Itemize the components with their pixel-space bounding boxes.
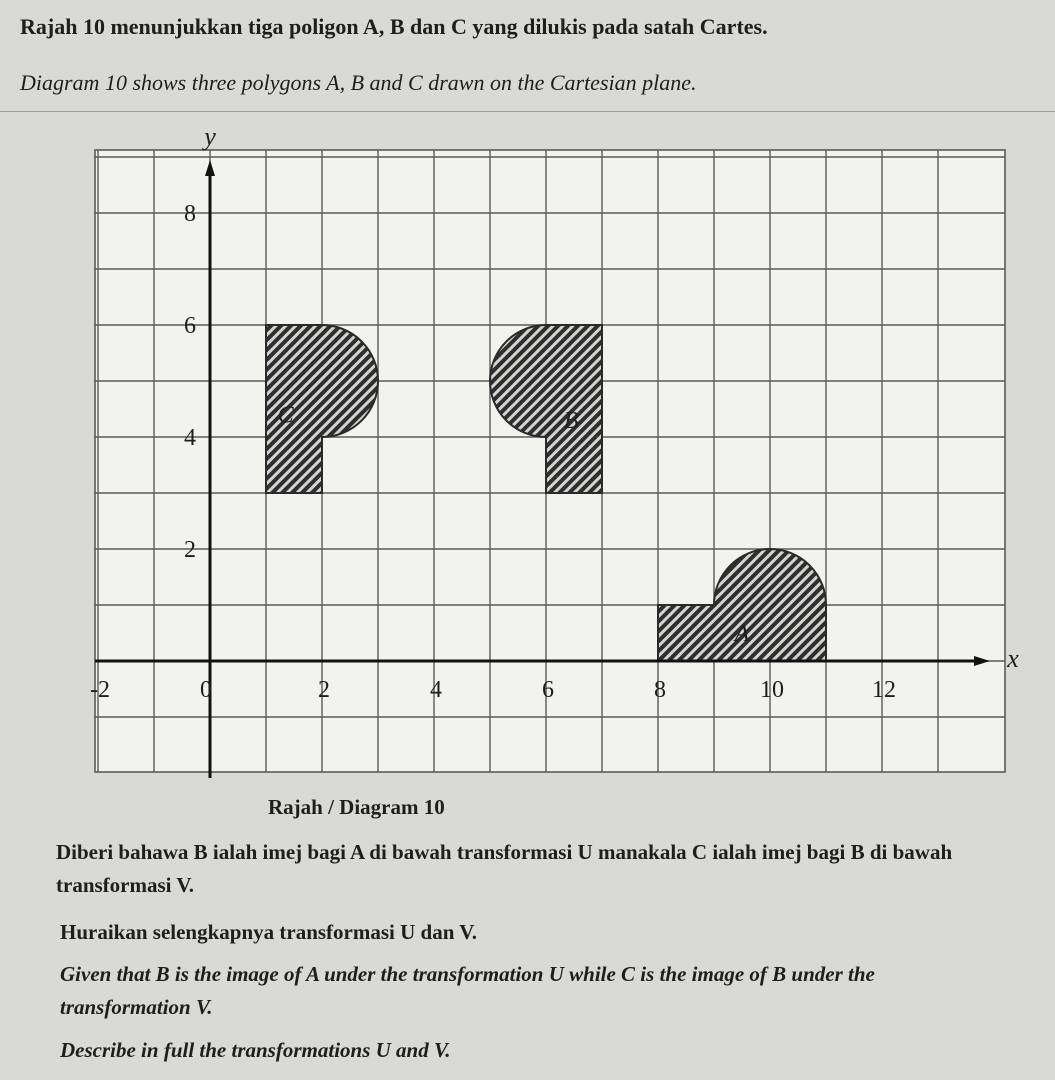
x-tick-label: 2 <box>318 677 330 703</box>
shape-label-b: B <box>563 408 579 435</box>
x-tick-label: 6 <box>542 677 554 703</box>
shape-label-c: C <box>277 402 294 429</box>
instruction-english: Describe in full the transformations U and V. <box>60 1038 451 1062</box>
x-tick-label: 12 <box>872 677 896 703</box>
x-axis-label: x <box>1007 644 1019 673</box>
x-tick-label: 10 <box>760 677 784 703</box>
y-axis-label: y <box>204 122 216 151</box>
x-tick-label: 8 <box>654 677 666 703</box>
question-line-malay: Rajah 10 menunjukkan tiga poligon A, B dan C yang dilukis pada satah Cartes. <box>20 14 768 39</box>
x-tick-label: 4 <box>430 677 442 703</box>
shape-label-a: A <box>734 621 750 647</box>
diagram-caption: Rajah / Diagram 10 <box>268 795 445 819</box>
given-english-line2: transformation V. <box>60 995 213 1019</box>
x-tick-label: 0 <box>200 677 212 703</box>
instruction-malay: Huraikan selengkapnya transformasi U dan V. <box>60 920 477 944</box>
question-line-english: Diagram 10 shows three polygons A, B and C drawn on the Cartesian plane. <box>20 70 697 95</box>
x-tick-label: -2 <box>90 677 110 703</box>
y-tick-label: 2 <box>184 537 196 563</box>
y-tick-label: 6 <box>184 313 196 339</box>
y-tick-label: 4 <box>184 425 196 451</box>
given-malay-line2: transformasi V. <box>56 873 195 897</box>
y-tick-label: 8 <box>184 201 196 227</box>
given-english-line1: Given that B is the image of A under the transformation U while C is the image of B under the <box>60 962 875 986</box>
given-malay-line1: Diberi bahawa B ialah imej bagi A di bawah transformasi U manakala C ialah imej bagi B di bawah <box>56 840 953 864</box>
